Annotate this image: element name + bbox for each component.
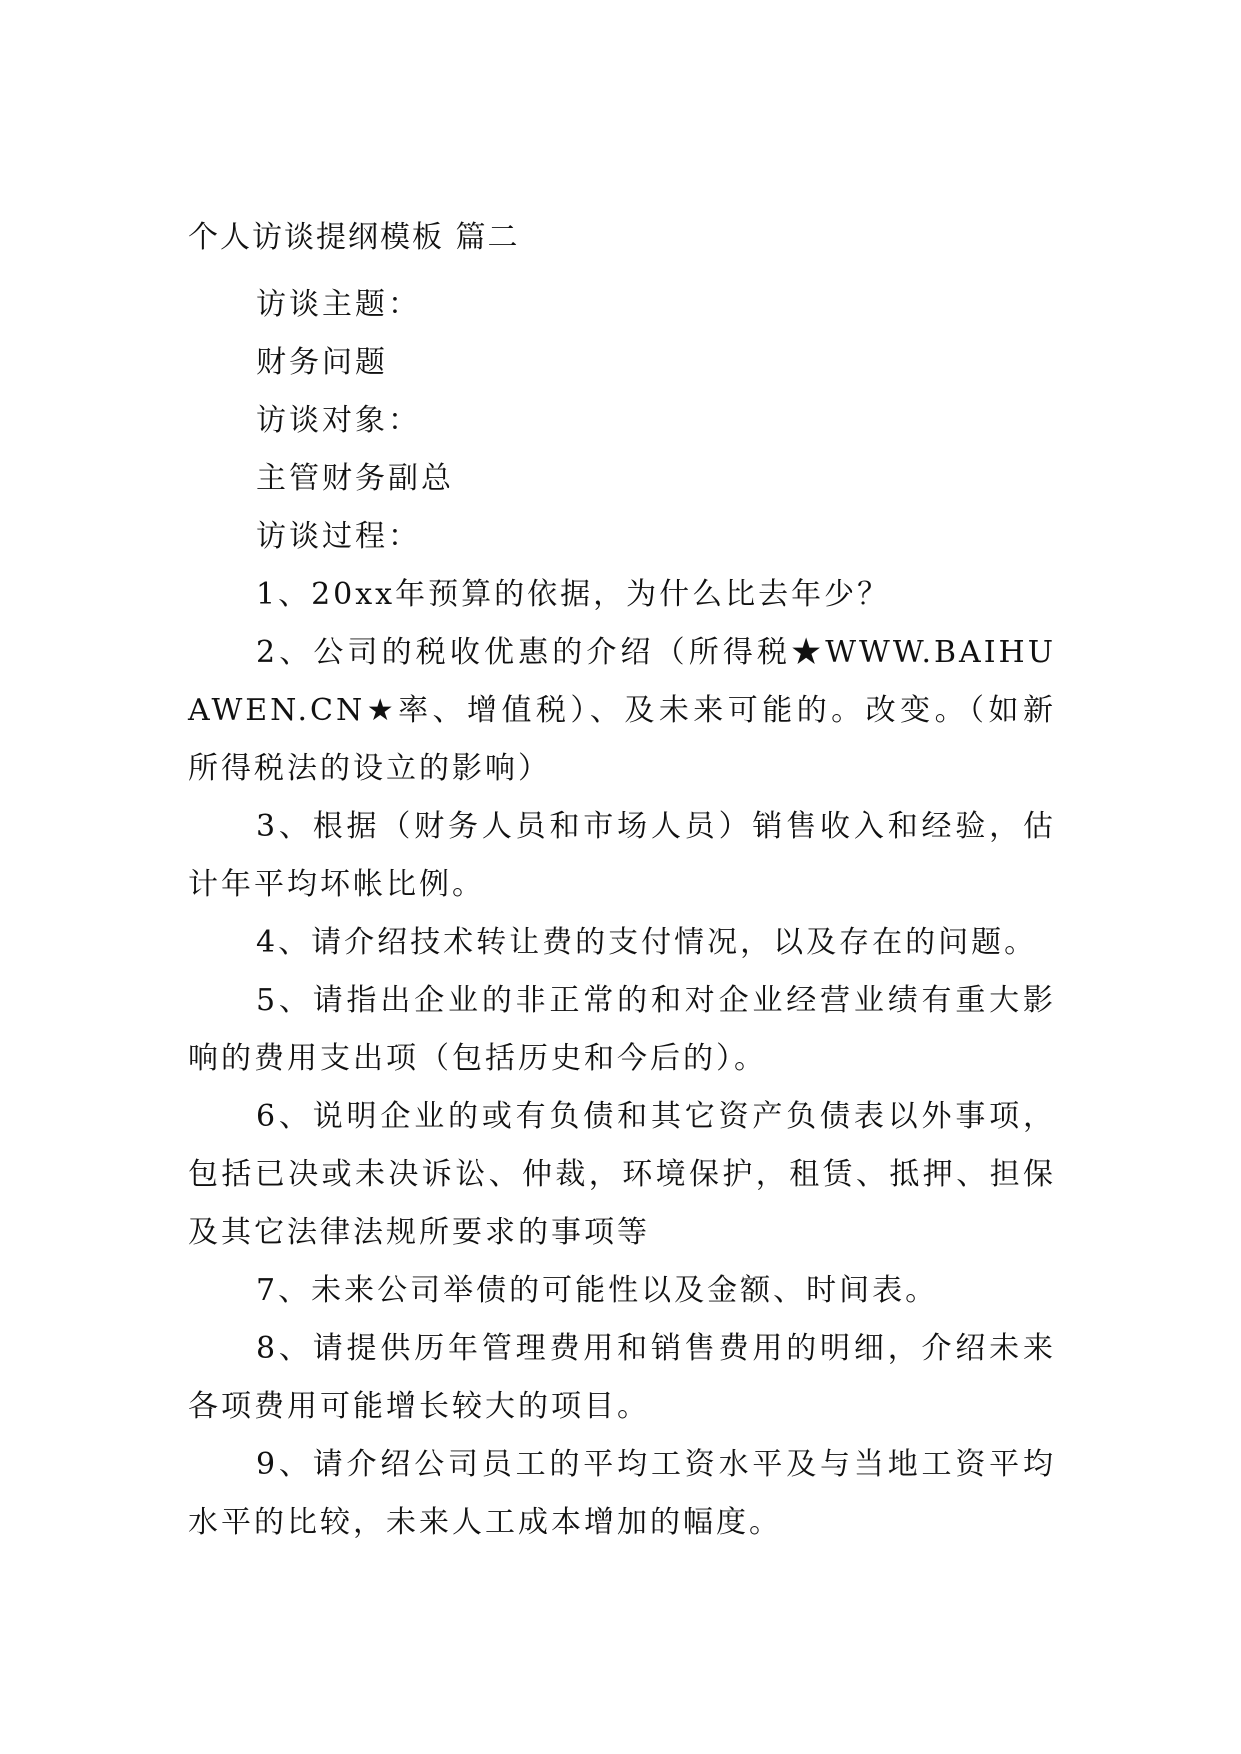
paragraph-item-5: 5、请指出企业的非正常的和对企业经营业绩有重大影响的费用支出项（包括历史和今后的）。: [188, 983, 1056, 1076]
document-body: [188, 218, 1056, 1552]
paragraph-interview-topic-label: 访谈主题：: [256, 287, 421, 322]
paragraph-process-label: 访谈过程：: [256, 519, 421, 554]
paragraph-item-7: 7、未来公司举债的可能性以及金额、时间表。: [256, 1273, 939, 1308]
paragraph-item-1: 1、20xx年预算的依据，为什么比去年少？: [256, 577, 891, 612]
paragraph-item-6: 6、说明企业的或有负债和其它资产负债表以外事项，包括已决或未决诉讼、仲裁，环境保护，租赁、抵押、担保及其它法律法规所要求的事项等: [188, 1099, 1056, 1250]
paragraph-item-8: 8、请提供历年管理费用和销售费用的明细，介绍未来各项费用可能增长较大的项目。: [188, 1331, 1056, 1424]
document-title: 个人访谈提纲模板 篇二: [188, 220, 520, 255]
paragraph-item-3: 3、根据（财务人员和市场人员）销售收入和经验，估计年平均坏帐比例。: [188, 809, 1056, 902]
paragraph-item-2: 2、公司的税收优惠的介绍（所得税★WWW.BAIHUAWEN.CN★率、增值税）、及未来可能的。改变。（如新所得税法的设立的影响）: [188, 635, 1056, 786]
paragraph-interview-topic: 财务问题: [256, 345, 388, 380]
paragraph-interviewee-label: 访谈对象：: [256, 403, 421, 438]
paragraph-interviewee: 主管财务副总: [256, 461, 454, 496]
paragraph-item-9: 9、请介绍公司员工的平均工资水平及与当地工资平均水平的比较，未来人工成本增加的幅度。: [188, 1447, 1056, 1540]
paragraph-item-4: 4、请介绍技术转让费的支付情况，以及存在的问题。: [256, 925, 1038, 960]
